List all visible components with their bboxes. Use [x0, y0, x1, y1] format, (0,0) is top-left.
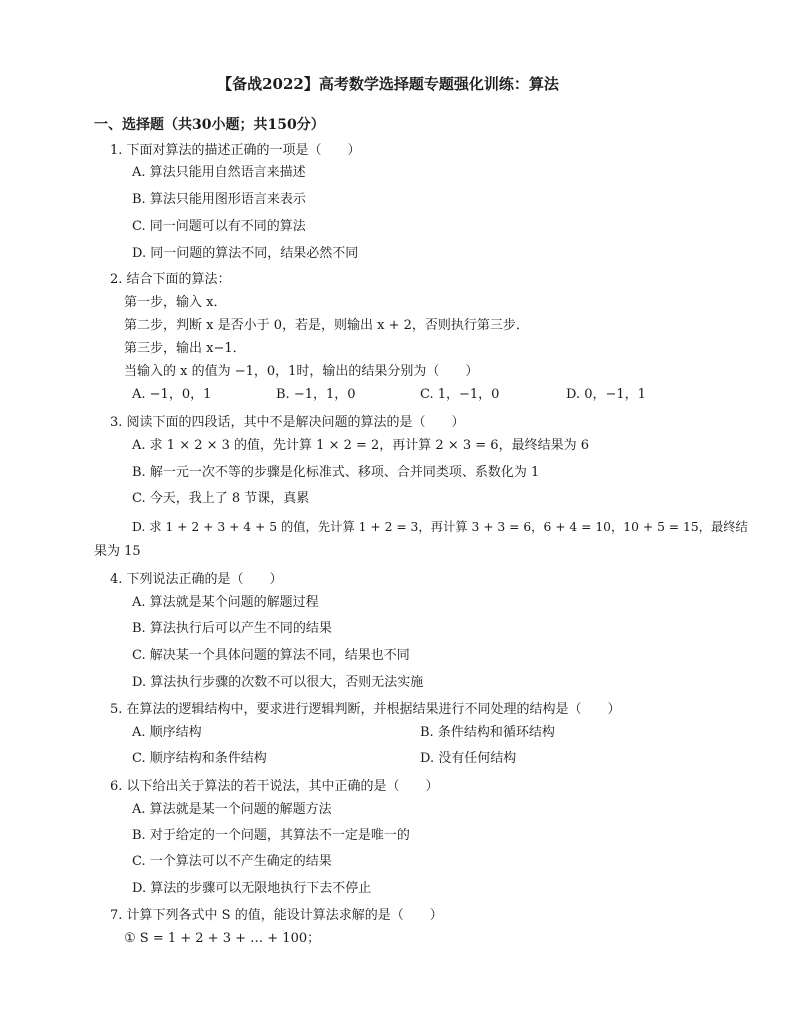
- question-2-option-c: C. 1，−1，0: [420, 387, 500, 402]
- question-6-option-d: D. 算法的步骤可以无限地执行下去不停止: [132, 881, 372, 896]
- question-5-stem: 5. 在算法的逻辑结构中，要求进行逻辑判断，并根据结果进行不同处理的结构是（ ）: [110, 702, 621, 717]
- question-2-step-3: 第三步，输出 x−1．: [124, 341, 246, 356]
- question-4-option-d: D. 算法执行步骤的次数不可以很大，否则无法实施: [132, 675, 424, 690]
- question-6-option-a: A. 算法就是某一个问题的解题方法: [132, 802, 332, 817]
- question-1-option-a: A. 算法只能用自然语言来描述: [132, 165, 306, 180]
- question-7-item-1: ① S = 1 + 2 + 3 + … + 100；: [124, 931, 321, 946]
- question-5-option-b: B. 条件结构和循环结构: [420, 725, 555, 740]
- question-3-option-d: D. 求 1 + 2 + 3 + 4 + 5 的值，先计算 1 + 2 = 3，再计算 3 + 3 = 6，6 + 4 = 10，10 + 5 = 15，最终结: [132, 520, 748, 534]
- question-2-option-d: D. 0，−1，1: [566, 387, 646, 402]
- question-2-step-2: 第二步，判断 x 是否小于 0，若是，则输出 x + 2，否则执行第三步．: [124, 318, 529, 333]
- question-6-stem: 6. 以下给出关于算法的若干说法，其中正确的是（ ）: [110, 779, 439, 794]
- question-5-option-d: D. 没有任何结构: [420, 751, 517, 766]
- question-2-stem: 2. 结合下面的算法：: [110, 272, 231, 287]
- question-4-option-b: B. 算法执行后可以产生不同的结果: [132, 621, 332, 636]
- question-2-option-a: A. −1，0，1: [132, 387, 212, 402]
- section-heading: 一、选择题（共30小题；共150分）: [94, 117, 325, 133]
- question-2-step-1: 第一步，输入 x．: [124, 295, 227, 310]
- question-4-stem: 4. 下列说法正确的是（ ）: [110, 572, 283, 587]
- question-7-stem: 7. 计算下列各式中 S 的值，能设计算法求解的是（ ）: [110, 908, 443, 923]
- page-title: 【备战2022】高考数学选择题专题强化训练：算法: [217, 75, 559, 93]
- question-3-option-d-continued: 果为 15: [94, 544, 141, 559]
- question-1-option-c: C. 同一问题可以有不同的算法: [132, 219, 306, 234]
- question-4-option-a: A. 算法就是某个问题的解题过程: [132, 595, 319, 610]
- question-1-stem: 1. 下面对算法的描述正确的一项是（ ）: [110, 143, 361, 158]
- question-3-option-a: A. 求 1 × 2 × 3 的值，先计算 1 × 2 = 2，再计算 2 × 3 = 6，最终结果为 6: [132, 438, 589, 453]
- question-2-ask: 当输入的 x 的值为 −1，0，1时，输出的结果分别为（ ）: [124, 364, 479, 379]
- question-1-option-d: D. 同一问题的算法不同，结果必然不同: [132, 246, 359, 261]
- question-5-option-c: C. 顺序结构和条件结构: [132, 751, 267, 766]
- question-6-option-c: C. 一个算法可以不产生确定的结果: [132, 854, 332, 869]
- question-3-stem: 3. 阅读下面的四段话，其中不是解决问题的算法的是（ ）: [110, 415, 465, 430]
- question-2-option-b: B. −1，1，0: [276, 387, 356, 402]
- question-5-option-a: A. 顺序结构: [132, 725, 202, 740]
- question-3-option-b: B. 解一元一次不等的步骤是化标准式、移项、合并同类项、系数化为 1: [132, 465, 540, 480]
- question-1-option-b: B. 算法只能用图形语言来表示: [132, 192, 306, 207]
- question-3-option-c: C. 今天，我上了 8 节课，真累: [132, 491, 310, 506]
- question-6-option-b: B. 对于给定的一个问题，其算法不一定是唯一的: [132, 828, 410, 843]
- question-4-option-c: C. 解决某一个具体问题的算法不同，结果也不同: [132, 648, 410, 663]
